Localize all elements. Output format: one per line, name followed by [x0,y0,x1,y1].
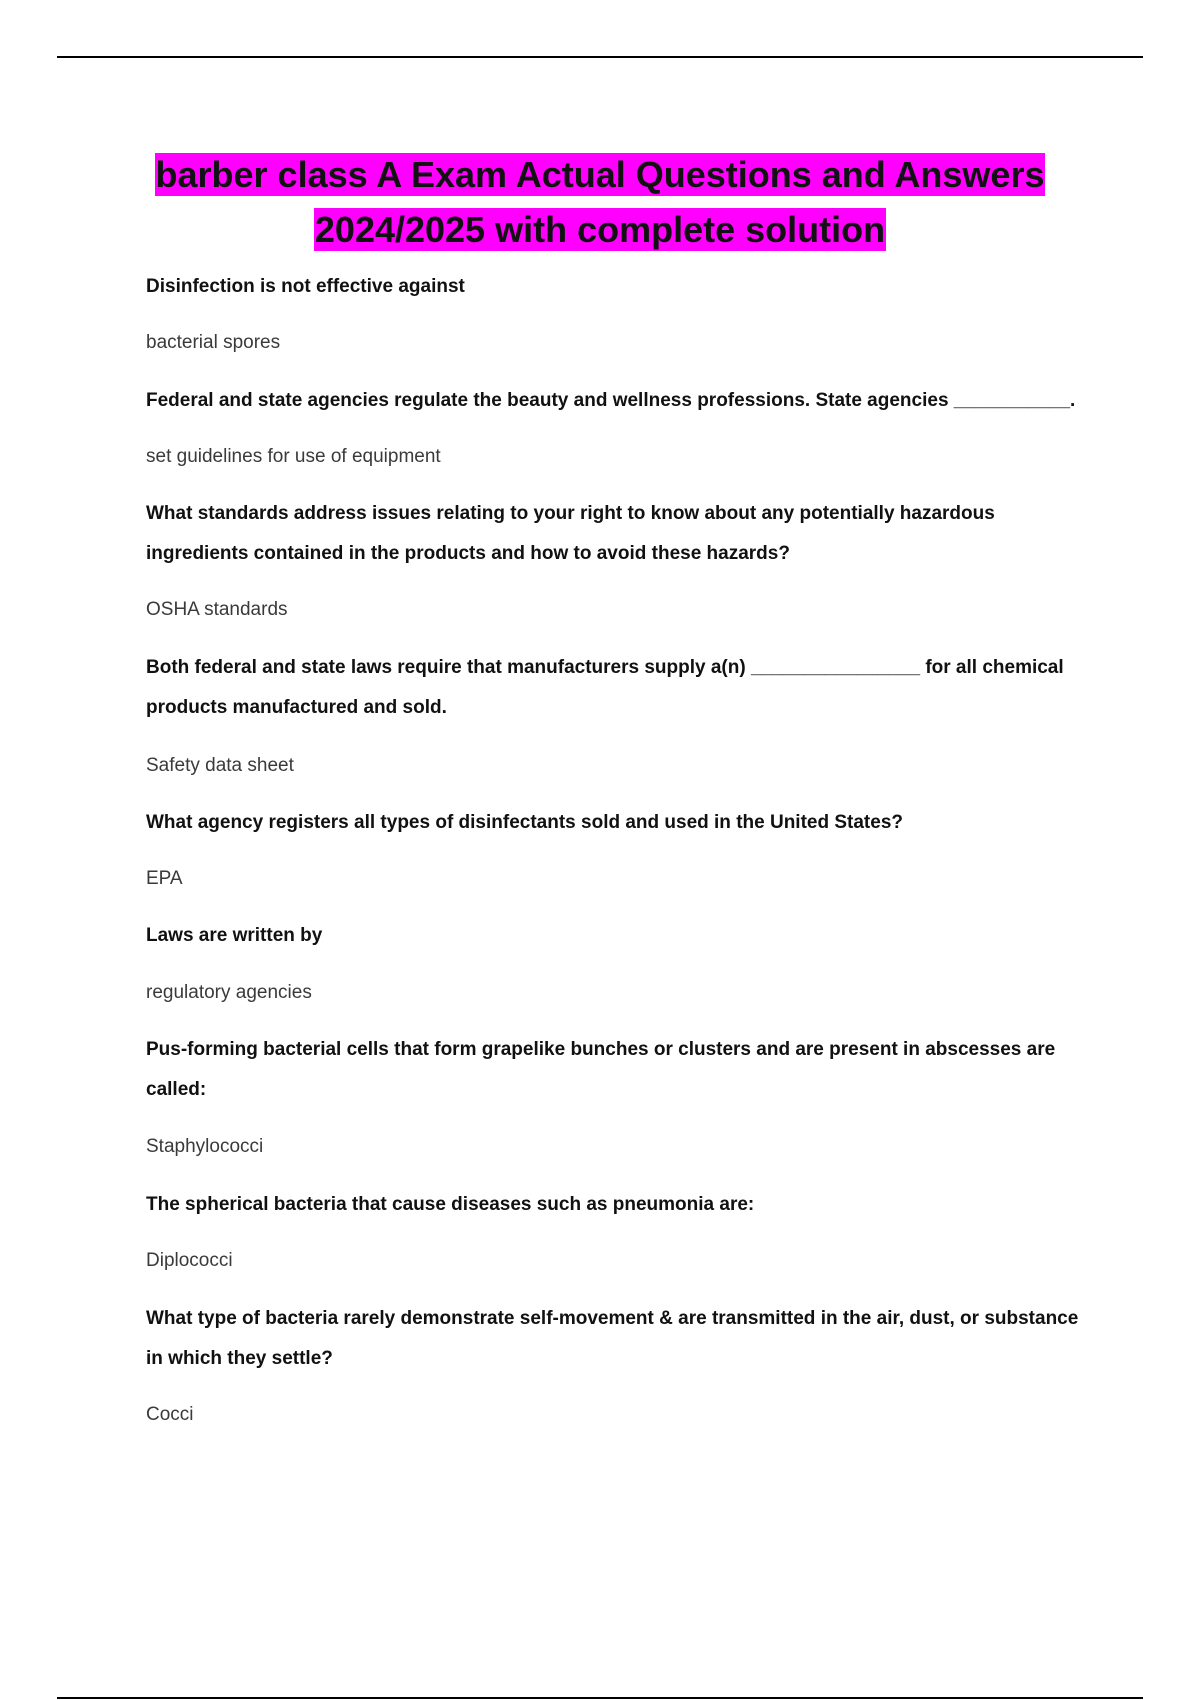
title-line-1: barber class A Exam Actual Questions and Answers [155,154,1045,195]
question-9: What type of bacteria rarely demonstrate self-movement & are transmitted in the air, dust, or substance in which they settle? [146,1308,1079,1369]
question-2: Federal and state agencies regulate the beauty and wellness professions. State agencies ___________. [146,390,1076,411]
answer-1: bacterial spores [146,332,281,353]
question-3: What standards address issues relating to your right to know about any potentially hazardous ingredients contained in the products and how to avoid these hazards? [146,503,995,564]
answer-2: set guidelines for use of equipment [146,446,441,467]
question-1: Disinfection is not effective against [146,276,465,297]
question-5: What agency registers all types of disinfectants sold and used in the United States? [146,812,903,833]
answer-5: EPA [146,868,183,889]
document-title [0,147,1200,257]
question-6: Laws are written by [146,925,323,946]
top-rule [57,56,1143,58]
answer-6: regulatory agencies [146,982,312,1003]
title-line-2: 2024/2025 with complete solution [314,209,886,250]
question-8: The spherical bacteria that cause diseases such as pneumonia are: [146,1194,755,1215]
answer-9: Cocci [146,1404,194,1425]
answer-4: Safety data sheet [146,755,294,776]
answer-3: OSHA standards [146,599,288,620]
answer-7: Staphylococci [146,1136,264,1157]
question-7: Pus-forming bacterial cells that form grapelike bunches or clusters and are present in abscesses are called: [146,1039,1056,1100]
answer-8: Diplococci [146,1250,233,1271]
question-4: Both federal and state laws require that manufacturers supply a(n) ________________ for all chemical products manufactured and sold. [146,657,1064,718]
bottom-rule [57,1697,1143,1699]
